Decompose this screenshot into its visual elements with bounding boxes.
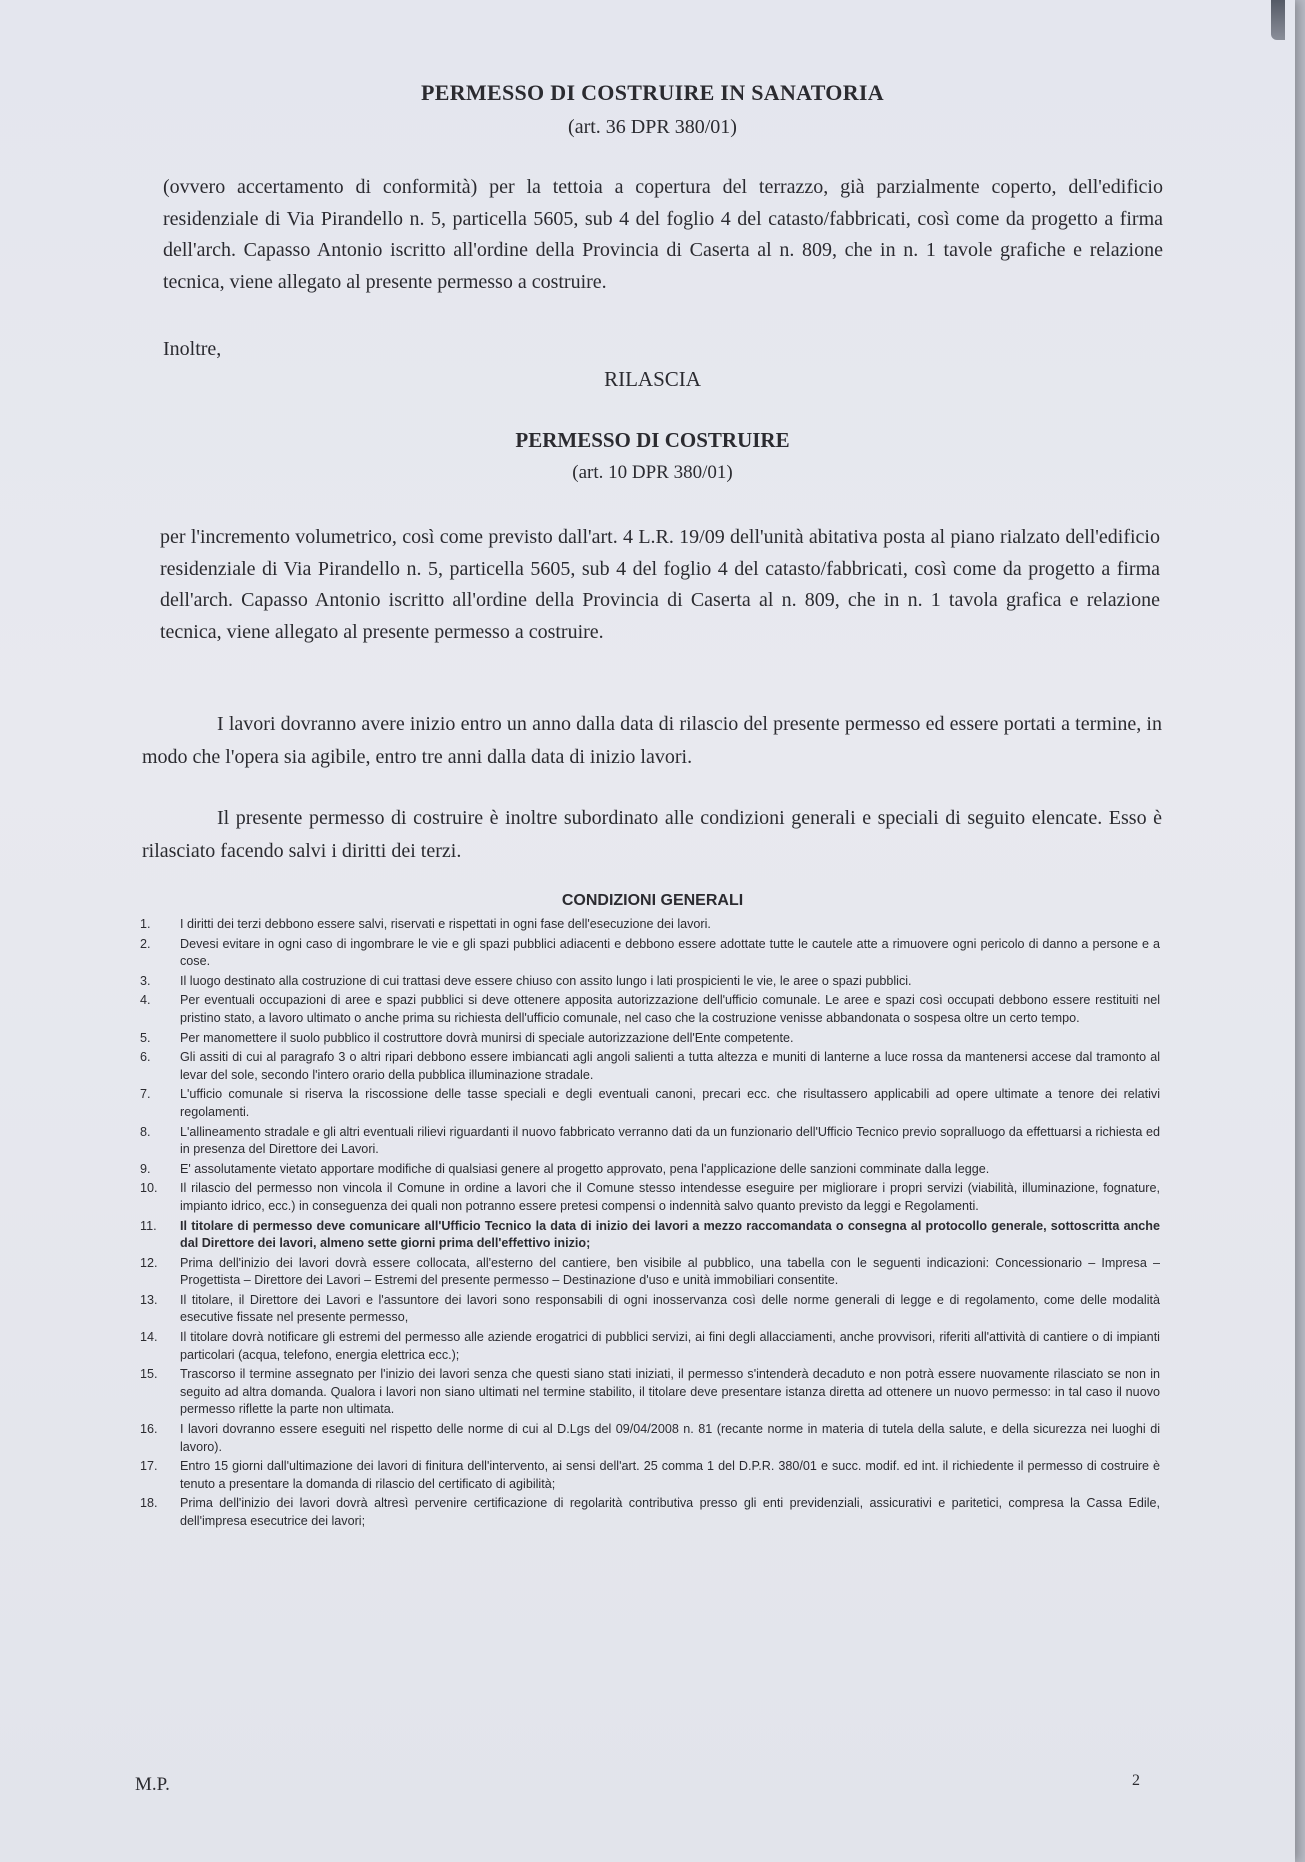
condition-item [140,992,1160,1027]
condition-number: 11. [140,1218,157,1233]
condition-item [140,1329,1160,1364]
condition-item [140,1495,1160,1530]
condition-text: Prima dell'inizio dei lavori dovrà altresì pervenire certificazione di regolarità contributiva presso gli enti previdenziali, assicurativi e paritetici, compresa la Cassa Edile, dell'impresa esecutrice dei lavori; [180,1496,1160,1528]
condition-item [140,1255,1160,1290]
condition-text: Devesi evitare in ogni caso di ingombrare le vie e gli spazi pubblici adiacenti e debbono essere adottate tutte le cautele atte a rimuovere ogni pericolo di danno a persone e a cose. [180,936,1160,969]
section-title: PERMESSO DI COSTRUIRE [515,428,790,452]
footer-initials: M.P. [135,1774,170,1795]
condition-text: Il luogo destinato alla costruzione di cui trattasi deve essere chiuso con assito lungo i lati prospicienti le vie, le aree o spazi pubblici. [180,973,912,988]
condition-text: L'ufficio comunale si riserva la riscossione delle tasse speciali e degli eventuali canoni, precari ecc. che risultassero applicabili ad opere ultimate a tenore dei relativi regolamenti. [180,1087,1160,1119]
paragraph-sanatoria: (ovvero accertamento di conformità) per la tettoia a copertura del terrazzo, già parzialmente coperto, dell'edificio residenziale di Via Pirandello n. 5, particella 5605, sub 4 del foglio 4 del catasto/fabbricati, così come da progetto a firma dell'arch. Capasso Antonio iscritto all'ordine della Provincia di Caserta al n. 809, che in n. 1 tavole grafiche e relazione tecnica, viene allegato al presente permesso a costruire. [163,176,1163,293]
condition-number: 15. [140,1367,158,1382]
document-title: PERMESSO DI COSTRUIRE IN SANATORIA [421,80,884,105]
condition-text: I lavori dovranno essere eseguiti nel rispetto delle norme di cui al D.Lgs del 09/04/2008 n. 81 (recante norme in materia di tutela della salute, e della sicurezza nei luoghi di lavoro). [180,1422,1160,1454]
condition-number: 9. [140,1161,151,1176]
condition-item [140,973,1160,991]
condition-number: 2. [140,936,151,951]
condition-item [140,1421,1160,1456]
section-title-reference: (art. 10 DPR 380/01) [572,462,733,483]
condition-number: 16. [140,1422,158,1437]
condition-text: Prima dell'inizio dei lavori dovrà essere collocata, all'esterno del cantiere, ben visibile al pubblico, una tabella con le seguenti indicazioni: Concessionario – Impresa – Progettista – Direttore dei Lavori – Estremi del presente permesso – Destinazione d'uso e unità immobiliari consentite. [180,1255,1160,1288]
condition-text: Il titolare, il Direttore dei Lavori e l'assuntore dei lavori sono responsabili di ogni inosservanza così delle norme generali di legge e di regolamento, come delle modalità esecutive fissate nel presente permesso, [180,1292,1160,1325]
condition-number: 7. [140,1087,151,1102]
condition-text: Entro 15 giorni dall'ultimazione dei lavori di finitura dell'intervento, ai sensi dell'art. 25 comma 1 del D.P.R. 380/01 e succ. modif. ed int. il richiedente il permesso di costruire è tenuto a presentare la domanda di rilascio del certificato di agibilità; [180,1459,1160,1491]
condition-text: E' assolutamente vietato apportare modifiche di qualsiasi genere al progetto approvato, pena l'applicazione delle sanzioni comminate dalla legge. [180,1161,990,1176]
condition-number: 14. [140,1330,158,1345]
condition-item [140,1124,1160,1159]
condition-number: 12. [140,1255,158,1270]
rilascia-heading: RILASCIA [604,367,701,391]
condition-text: Il rilascio del permesso non vincola il Comune in ordine a lavori che il Comune stesso intendesse eseguire per migliorare i propri servizi (viabilità, illuminazione, fognature, impianto idrico, ecc.) in conseguenza dei quali non potranno essere pretesi compensi o indennità salvo quanto previsto da leggi e Regolamenti. [180,1181,1160,1213]
condition-number: 10. [140,1181,158,1196]
paragraph-condizioni: Il presente permesso di costruire è inoltre subordinato alle condizioni generali e speciali di seguito elencate. Esso è rilasciato facendo salvi i diritti dei terzi. [142,807,1162,862]
condition-item [140,1292,1160,1327]
condition-item [140,1161,1160,1179]
condition-item [140,936,1160,971]
page-number: 2 [1132,1772,1140,1789]
condition-number: 3. [140,973,151,988]
condition-number: 1. [140,917,151,931]
condition-number: 17. [140,1459,158,1474]
document-title-reference: (art. 36 DPR 380/01) [568,116,737,138]
condition-number: 13. [140,1292,158,1307]
condition-number: 18. [140,1496,158,1511]
condition-text: I diritti dei terzi debbono essere salvi, riservati e rispettati in ogni fase dell'esecuzione dei lavori. [180,917,711,931]
condition-number: 6. [140,1050,151,1065]
condition-number: 8. [140,1124,151,1139]
condition-item [140,1218,1160,1253]
condition-number: 5. [140,1030,151,1045]
condition-text: Per manomettere il suolo pubblico il costruttore dovrà munirsi di speciale autorizzazione dell'Ente competente. [180,1030,794,1045]
condition-item [140,1086,1160,1121]
condition-item [140,1458,1160,1493]
condition-text: Il titolare di permesso deve comunicare all'Ufficio Tecnico la data di inizio dei lavori a mezzo raccomandata o consegna al protocollo generale, sottoscritta anche dal Direttore dei lavori, almeno sette giorni prima dell'effettivo inizio; [180,1218,1160,1251]
condition-text: Trascorso il termine assegnato per l'inizio dei lavori senza che questi siano stati iniziati, il permesso s'intenderà decaduto e non potrà essere nuovamente rilasciato se non in seguito ad altra domanda. Qualora i lavori non siano ultimati nel termine stabilito, il titolare deve presentare istanza diretta ad ottenere un nuovo permesso: in tal caso il nuovo permesso riflette la parte non ultimata. [180,1367,1160,1417]
condition-text: Gli assiti di cui al paragrafo 3 o altri ripari debbono essere imbiancati agli angoli salienti a tutta altezza e muniti di lanterne a luce rossa da mantenersi accese dal tramonto al levar del sole, secondo l'intero orario della pubblica illuminazione stradale. [180,1050,1160,1082]
paragraph-incremento: per l'incremento volumetrico, così come previsto dall'art. 4 L.R. 19/09 dell'unità abitativa posta al piano rialzato dell'edificio residenziale di Via Pirandello n. 5, particella 5605, sub 4 del foglio 4 del catasto/fabbricati, così come da progetto a firma dell'arch. Capasso Antonio iscritto all'ordine della Provincia di Caserta al n. 809, che in n. 1 tavola grafica e relazione tecnica, viene allegato al presente permesso a costruire. [160,526,1160,643]
condition-item [140,1180,1160,1215]
conditions-title: CONDIZIONI GENERALI [561,892,744,909]
condition-item [140,1366,1160,1419]
inoltre-label: Inoltre, [163,338,222,360]
condition-text: Per eventuali occupazioni di aree e spazi pubblici si deve ottenere apposita autorizzazione dell'ufficio comunale. Le aree e spazi così occupati debbono essere restituiti nel pristino stato, a lavoro ultimato o anche prima su richiesta dell'ufficio comunale, nel caso che la costruzione venisse abbandonata o sospesa oltre un certo tempo. [180,993,1160,1025]
conditions-list [140,916,1160,1533]
condition-text: L'allineamento stradale e gli altri eventuali rilievi riguardanti il nuovo fabbricato verranno dati da un funzionario dell'Ufficio Tecnico previo sopralluogo da effettuarsi a richiesta ed in presenza del Direttore dei Lavori. [180,1124,1160,1157]
condition-text: Il titolare dovrà notificare gli estremi del permesso alle aziende erogatrici di pubblici servizi, ai fini degli allacciamenti, anche provvisori, riferiti all'attività di cantiere o di impianti particolari (acqua, telefono, energia elettrica ecc.); [180,1330,1160,1362]
condition-item [140,1049,1160,1084]
binding-edge [1271,0,1285,40]
paragraph-termini-lavori: I lavori dovranno avere inizio entro un anno dalla data di rilascio del presente permesso ed essere portati a termine, in modo che l'opera sia agibile, entro tre anni dalla data di inizio lavori. [142,713,1162,768]
condition-number: 4. [140,993,151,1008]
condition-item [140,916,1160,934]
condition-item [140,1030,1160,1048]
